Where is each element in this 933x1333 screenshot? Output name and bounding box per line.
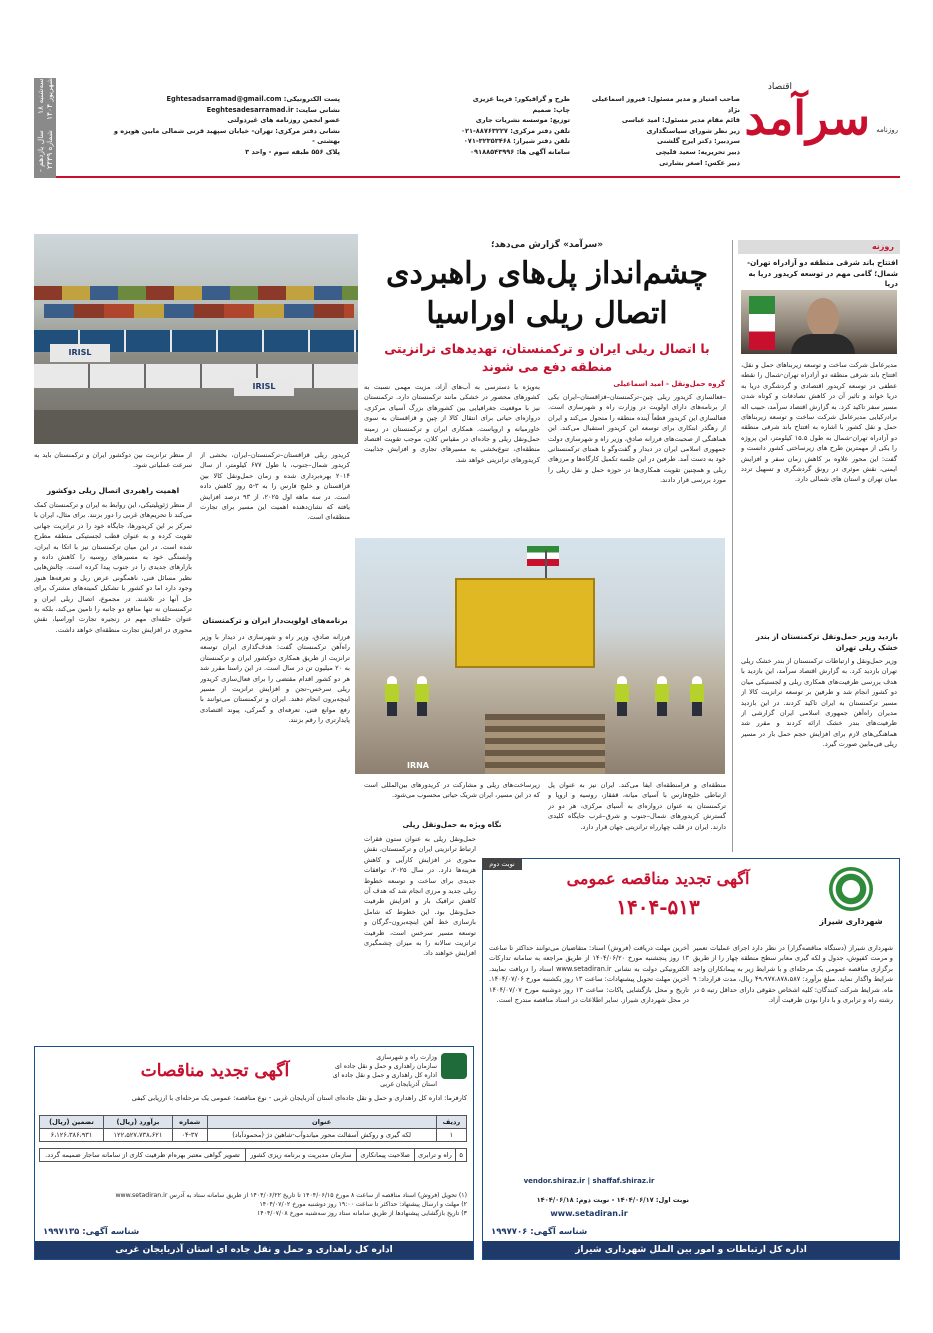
org-line: وزارت راه و شهرسازی — [376, 1054, 437, 1061]
container-train-photo — [34, 234, 358, 444]
ground — [34, 410, 358, 444]
credit-line: نشانی سایت: Eeghtesadesarramad.ir — [206, 105, 340, 114]
worker — [385, 676, 399, 716]
article-col-1b: منطقه‌ای و فرامنطقه‌ای ایفا می‌کند. ایران نیز به عنوان پل ارتباطی خلیج‌فارس با آسیای میانه، قفقاز، روسیه و اروپا و ترکمنستان به عنوان دروازه‌ای به آسیای مرکزی، هر دو در گسترش کریدورهای شمال–جنوب و شرق–غرب جایگاه کلیدی دارند. ایران در قلب چهارراه ترانزیتی جهان قرار دارد. — [548, 781, 726, 831]
article-col-rail: حمل‌ونقل ریلی به عنوان ستون فقرات ارتباط ترانزیتی ایران و ترکمنستان، نقش محوری در افزایش کارآیی و کاهش هزینه‌ها دارد. در سال ۲۰۲۵، توافقات جدیدی برای ساخت و توسعه خطوط ریلی جدید و مرزی انجام شد که هدف آن کاهش ترافیک بار و افزایش ظرفیت حمل‌ونقل بود. این خطوط که شامل بازسازی خط آهن اینچه‌برون–گرگان و توسعه مسیر سرخس است، ظرفیت ترانزیت سالانه را به میزان چشمگیری افزایش خواهند داد. — [364, 835, 476, 958]
article-col-2: به‌ویژه با دسترسی به آب‌های آزاد، مزیت مهمی نسبت به کشورهای محصور در خشکی مانند ترکمنستان دارد. ترکمنستان نیز با موقعیت جغرافیایی بین کشورهای بزرگ آسیای مرکزی، دروازه‌ای حیاتی برای انتقال کالا از چین و قزاقستان به سوی خاورمیانه و اروپاست. همکاری ایران و ترکمنستان در زمینه حمل‌ونقل ریلی و جاده‌ای در مقیاس کلان، موجب تقویت اقتصاد منطقه‌ای، تنوع‌بخشی به مسیرهای تجاری و افزایش جذابیت کریدورهای ترانزیتی خواهد شد. — [364, 383, 540, 464]
irisl-label: IRISL — [50, 344, 110, 362]
shiraz-tender-ad — [482, 858, 900, 1260]
shiraz-logo — [811, 867, 891, 937]
ad-body-left: آخرین مهلت دریافت (فروش) اسناد: متقاضیان می‌توانند حداکثر تا ساعت ۱۳ روز پنجشنبه مورخ ۱۴۰۴/۰۶/۲۰ از طریق مراجعه به سامانه تدارکات الکترونیکی دولت به نشانی www.setadiran.ir اسناد را دریافت نمایند. آخرین مهلت تحویل پیشنهادات: ساعت ۱۳ روز یکشنبه مورخ ۱۴۰۴/۰۷/۰۶. تاریخ و محل بازگشایی پاکات: ساعت ۱۳ روز دوشنبه مورخ ۱۴۰۴/۰۷/۰۷ در محل شهرداری شیراز. سایر اطلاعات در اسناد مناقصه مندرج است. — [489, 944, 689, 1005]
credit-line: دبیر تحریریه: سعید قلیچی — [655, 147, 740, 156]
ad-footer: اداره کل راهداری و حمل و نقل جاده ای استان آذربایجان غربی — [35, 1241, 473, 1259]
worker — [415, 676, 429, 716]
ad-site: www.setadiran.ir — [550, 1209, 628, 1218]
flag-icon — [527, 546, 559, 566]
newspaper-logo: سرآمد — [744, 91, 870, 145]
ad-title: آگهی تجدید مناقصات — [140, 1061, 290, 1081]
note-line: (۱) تحویل (فروش) اسناد مناقصه از ساعت ۸ مورخ ۱۴۰۴/۰۶/۱۵ تا تاریخ ۱۴۰۴/۰۶/۲۲ از طریق سامانه ستاد به آدرس www.setadiran.ir — [115, 1192, 467, 1199]
org-line: سازمان راهداری و حمل و نقل جاده ای — [335, 1063, 437, 1070]
table-header: ردیف — [436, 1116, 466, 1129]
org-block — [327, 1053, 467, 1089]
article-col-4b: از منظر ژئوپلیتیکی، این روابط به ایران و ترکمنستان کمک می‌کند تا تحریم‌های غربی را دور بزنند. برای مثال، ایران با تمرکز بر این کریدورها، جایگاه خود را در ترانزیت جهانی تقویت کرده و به عنوان قطب لجستیکی منطقه مطرح شده است. در این میان ترکمنستان نیز با اتکا به ایران، وابستگی خود به مسیرهای روسیه را کاهش داده و بازارهای جدیدی را در جنوب پیدا کرده است. چالش‌هایی نظیر مسائل فنی، ناهمگونی عرض ریل و تعرفه‌ها هنوز وجود دارد اما دو کشور با تشکیل کمیته‌های مشترک برای حل آنها در تلاشند. در مجموع، اتصال ریلی ایران و ترکمنستان نه تنها منافع دو جانبه را تامین می‌کند، بلکه به عنوان حلقه‌ای مهم در زنجیره تجارت اوراسیا، نقش محوری در افزایش تجارت منطقه‌ای خواهد داشت. — [34, 501, 192, 634]
credit-line: توزیع: موسسه نشریات جاری — [475, 116, 570, 125]
table-cell: ۵ — [456, 1149, 467, 1162]
table-header: برآورد (ریال) — [103, 1116, 172, 1129]
table-cell: ۱۲۲،۵۲۷،۷۳۸،۶۲۱ — [103, 1129, 172, 1142]
table-cell: تصویر گواهی معتبر بهره‌ام ظرفیت کاری از سامانه ساجار ضمیمه گردد. — [40, 1149, 246, 1162]
article-col-2b: زیرساخت‌های ریلی و مشارکت در کریدورهای بین‌المللی است که در این مسیر، ایران شریک حیاتی محسوب می‌شود. — [364, 781, 540, 800]
headline-lead: با اتصال ریلی ایران و ترکمنستان، تهدیدهای ترانزیتی منطقه دفع می شوند — [384, 341, 710, 374]
container-stack — [34, 286, 358, 300]
table-cell: ۱ — [436, 1129, 466, 1142]
sidebar-body-1: مدیرعامل شرکت ساخت و توسعه زیربناهای حمل و نقل، افتتاح باند شرقی منطقه دو آزادراه تهران-شمال را نقطه عطفی در توسعه کریدور اقتصادی و گردشگری دریا به دریا خواند و تاثیر آن در کاهش تصادفات و کوتاه شدن مسیر سفر تاکید کرد. به گزارش اقتصاد سرآمد، حبیب اله برادرکیایی مدیرعامل شرکت ساخت و توسعه زیربناهای حمل و نقل کشور با اشاره به افتتاح باند شرقی منطقه دو آزادراه تهران-شمال به طول ۱۵.۵ کیلومتر، این پروژه را یکی از مهمترین طرح های زیرساختی کشور دانست و گفت: این محور علاوه بر کاهش زمان سفر و افزایش ایمنی، نقش موثری در رونق گردشگری و تسهیل تردد میان تهران و استان های شمالی دارد. — [741, 361, 897, 484]
org-line: استان آذربایجان غربی — [380, 1081, 437, 1088]
ad-intro: کارفرما: اداره کل راهداری و حمل و نقل جاده‌ای استان آذربایجان غربی - نوع مناقصه: عمومی یک مرحله‌ای با ارزیابی کیفی — [131, 1094, 467, 1102]
ad-id: شناسه آگهی: ۱۹۹۷۱۳۵ — [43, 1227, 140, 1237]
credit-line: چاپ: صمیم — [532, 105, 570, 114]
ad-id: شناسه آگهی: ۱۹۹۷۷۰۶ — [491, 1227, 588, 1237]
road-tender-ad — [34, 1046, 474, 1260]
table-cell: ۶،۱۲۶،۳۸۶،۹۳۱ — [40, 1129, 104, 1142]
credit-line: تلفن دفتر شیراز: ۳۲۳۵۳۴۶۸-۰۷۱ — [463, 137, 570, 146]
masthead — [34, 78, 900, 178]
article-byline: گروه حمل‌ونقل - امید اسماعیلی — [613, 380, 725, 388]
credit-line: زیر نظر شورای سیاستگذاری — [646, 126, 740, 135]
ad-emails: vendor.shiraz.ir | shaffaf.shiraz.ir — [523, 1177, 655, 1185]
table-header-row — [40, 1116, 467, 1129]
credit-line: پست الکترونیکی: Eghtesadsarramad@gmail.com — [166, 95, 340, 103]
ministry-logo-icon — [441, 1053, 467, 1079]
table-cell: راه و ترابری — [414, 1149, 456, 1162]
container-row — [34, 364, 358, 388]
portrait-suit — [791, 334, 855, 354]
ad-number: ۱۴۰۴-۵۱۳ — [616, 895, 700, 919]
article-col-3b: فرزانه صادق، وزیر راه و شهرسازی در دیدار با وزیر راه‌آهن ترکمنستان گفت: هدف‌گذاری ایران توسعه ترانزیت از طریق همکاری دوکشور ایران و ترکمنستان به ۲۰ میلیون تن در سال است. در این راستا مقرر شد هر دو کشور اقدام مقتضی را برای فعال‌سازی کریدور ریلی سرخس–تجن و افزایش ترانزیت از مسیر اینچه‌برون انجام دهند. ایران و ترکمنستان می‌توانند با رفع موانع فنی، تعرفه‌ای و گمرکی، پیوند اقتصادی پایدارتری را رقم بزنند. — [200, 633, 350, 725]
credits-middle — [420, 94, 570, 158]
credit-line: نشانی دفتر مرکزی: تهران- خیابان سپهبد قرنی شمالی مابین هویزه و بهشتی - — [113, 126, 340, 146]
credit-line: دبیر عکس: اصغر بشارتی — [659, 158, 740, 167]
table-header: عنوان — [207, 1116, 436, 1129]
rail-track — [485, 714, 605, 774]
worker — [615, 676, 629, 716]
sidebar-body-2: وزیر حمل‌ونقل و ارتباطات ترکمنستان از بندر خشک ریلی تهران بازدید کرد. به گزارش اقتصاد سرآمد، این بازدید با هدف بررسی ظرفیت‌های همکاری ریلی و لجستیکی میان دو کشور انجام شد و طرفین بر توسعه ترانزیت کالا از مسیر ترکمنستان به ایران تاکید کردند. در این بازدید مدیران راه‌آهن جمهوری اسلامی ایران گزارشی از ظرفیت‌های بندر خشک ارائه کردند و مقرر شد هماهنگی‌های لازم برای افزایش حجم حمل بار در مسیر ریلی فی‌مابین صورت گیرد. — [741, 657, 897, 749]
flag-icon — [749, 296, 775, 350]
section-label: روزنه — [738, 240, 900, 254]
ad-badge: نوبت دوم — [482, 858, 522, 870]
logo-subtitle: اقتصاد — [767, 82, 792, 92]
credits-left — [90, 94, 340, 158]
table-cell: ۰۴-۳۷ — [172, 1129, 207, 1142]
ad-dates: نوبت اول: ۱۴۰۴/۰۶/۱۷ - نوبت دوم: ۱۴۰۴/۰۶/۱۸ — [536, 1196, 689, 1204]
subhead-priority: برنامه‌های اولویت‌دار ایران و ترکمنستان — [202, 616, 348, 625]
headline-line-2: اتصال ریلی اوراسیا — [426, 296, 668, 331]
requirements-row — [40, 1149, 467, 1162]
yellow-machine — [455, 578, 595, 668]
table-cell: صلاحیت پیمانکاری — [356, 1149, 414, 1162]
credit-line: عضو انجمن روزنامه های غیردولتی — [227, 116, 340, 125]
credit-line: صاحب امتیاز و مدیر مسئول: فیروز اسماعیلی نژاد — [591, 95, 740, 114]
table-row — [40, 1129, 467, 1142]
article-col-1: –فعالسازی کریدور ریلی چین–ترکمنستان–قزاقستان–ایران یکی از برنامه‌های دارای اولویت در وزارت راه و شهرسازی است. فعالسازی این کریدور قطعاً آینده منطقه را متحول می‌کند و ایران از رهگذر ابتکاری برای توسعه این کریدور استقبال می‌کند. این هماهنگی از صحبت‌های فرزانه صادق، وزیر راه و شهرسازی دولت جمهوری اسلامی ایران در دیدار و گفت‌وگو با همتای ترکمنستانی خود به دست آمد. طرفین در این جلسه تکمیل کارگاه‌ها و مرزهای ریلی و همچنین تقویت همکاری‌ها در حوزه حمل و نقل ریلی را مورد بررسی قرار دادند. — [548, 393, 726, 485]
worker — [655, 676, 669, 716]
worker — [690, 676, 704, 716]
credit-line: طرح و گرافیکور: فریبا عزیزی — [472, 95, 570, 103]
table-header: شماره — [172, 1116, 207, 1129]
credit-line: سامانه آگهی ها: ۰۹۱۸۸۵۴۳۹۹۶ — [470, 147, 570, 156]
article-col-4a: از منظر ترانزیت بین دوکشور ایران و ترکمنستان باید به سرعت عملیاتی شود. — [34, 451, 192, 470]
org-line: اداره کل راهداری و حمل و نقل جاده ای — [332, 1072, 437, 1079]
credit-line: تلفن دفتر مرکزی: ۸۸۷۶۳۲۲۷-۰۲۱ — [460, 126, 570, 135]
subhead-rail: نگاه ویژه به حمل‌ونقل ریلی — [402, 820, 502, 829]
issue-number: سال یازدهم - شماره ۲۴۳۹ — [36, 130, 54, 172]
irisl-label: IRISL — [234, 378, 294, 396]
column-divider — [732, 240, 733, 852]
note-line: ۲) مهلت و ارسال پیشنهاد: حداکثر تا ساعت ۱۹:۰۰ روز دوشنبه مورخ ۱۴۰۴/۰۷/۰۲ — [259, 1201, 467, 1208]
credit-line: پلاک ۵۵۶ طبقه سوم - واحد ۳ — [245, 147, 340, 156]
official-portrait-photo — [741, 290, 897, 354]
table-cell: لکه گیری و روکش آسفالت محور میاندوآب-شاهین دژ (محمودآباد) — [207, 1129, 436, 1142]
note-line: ۳) تاریخ بازگشایی پیشنهادها از طریق سامانه ستاد روز سه‌شنبه مورخ ۱۴۰۴/۰۷/۰۸ — [256, 1210, 467, 1217]
ad-title: آگهی تجدید مناقصه عمومی — [566, 869, 750, 888]
rail-ceremony-photo — [355, 538, 725, 774]
credit-line: سردبیر: دکتر ایرج گلشنی — [657, 137, 740, 146]
org-name: شهرداری شیراز — [819, 917, 883, 926]
article-col-3a: کریدور ریلی قزاقستان–ترکمنستان–ایران، بخشی از کریدور شمال–جنوب، با طول ۶۷۷ کیلومتر، از سال ۲۰۱۴ بهره‌برداری شده و زمان حمل‌ونقل کالا بین قزاقستان و خلیج فارس را به ۳-۵ روز کاهش داده است. در سه ماهه اول ۲۰۲۵، از ۹۳ درصد افزایش یافته که نشان‌دهنده اهمیت این مسیر برای تجارت منطقه‌ای است. — [200, 451, 350, 522]
table-header: تضمین (ریال) — [40, 1116, 104, 1129]
tender-table — [39, 1115, 467, 1162]
logo-tagline: روزنامه — [876, 126, 898, 134]
date-strip — [34, 78, 56, 178]
portrait-head — [807, 298, 839, 338]
photo-credit: IRNA — [406, 761, 429, 770]
table-cell: سازمان مدیریت و برنامه ریزی کشور — [246, 1149, 357, 1162]
ad-notes — [39, 1191, 467, 1218]
headline-kicker: «سرآمد» گزارش می‌دهد؛ — [490, 240, 604, 250]
sidebar-headline-1: افتتاح باند شرقی منطقه دو آزادراه تهران- شمال؛ گامی مهم در توسعه کریدور دریا به دریا — [747, 258, 898, 288]
credits-right — [590, 94, 740, 168]
ad-body-right: شهرداری شیراز (دستگاه مناقصه‌گزار) در نظر دارد اجرای عملیات تعمیر و مرمت کفپوش، جدول و لکه گیری معابر سطح منطقه چهار را از طریق برگزاری مناقصه عمومی یک مرحله‌ای و با شرایط زیر به پیمانکاران واجد شرایط واگذار نماید. مبلغ برآورد: ۴۹،۹۷۷،۸۷۸،۵۸۷ ریال، مدت قرارداد: ۹ ماه. شرایط شرکت کنندگان: کلیه اشخاص حقوقی دارای حداقل رتبه ۵ در رشته راه و ترابری و با دارا بودن ظرفیت آزاد. — [693, 944, 893, 1005]
headline-line-1: چشم‌انداز پل‌های راهبردی — [385, 256, 709, 291]
subhead-strategic: اهمیت راهبردی اتصال ریلی دوکشور — [46, 486, 180, 495]
credit-line: قائم مقام مدیر مسئول: امید عباسی — [621, 116, 740, 125]
container-stack — [44, 304, 354, 318]
sidebar-headline-2: بازدید وزیر حمل‌ونقل ترکمنستان از بندر خشک ریلی تهران — [755, 632, 898, 652]
ad-footer: اداره کل ارتباطات و امور بین الملل شهرداری شیراز — [483, 1241, 899, 1259]
main-headline-block — [368, 240, 726, 376]
municipality-icon — [829, 867, 873, 911]
issue-date: سه‌شنبه ۱۸ شهریور ۱۴۰۴ — [36, 78, 54, 120]
